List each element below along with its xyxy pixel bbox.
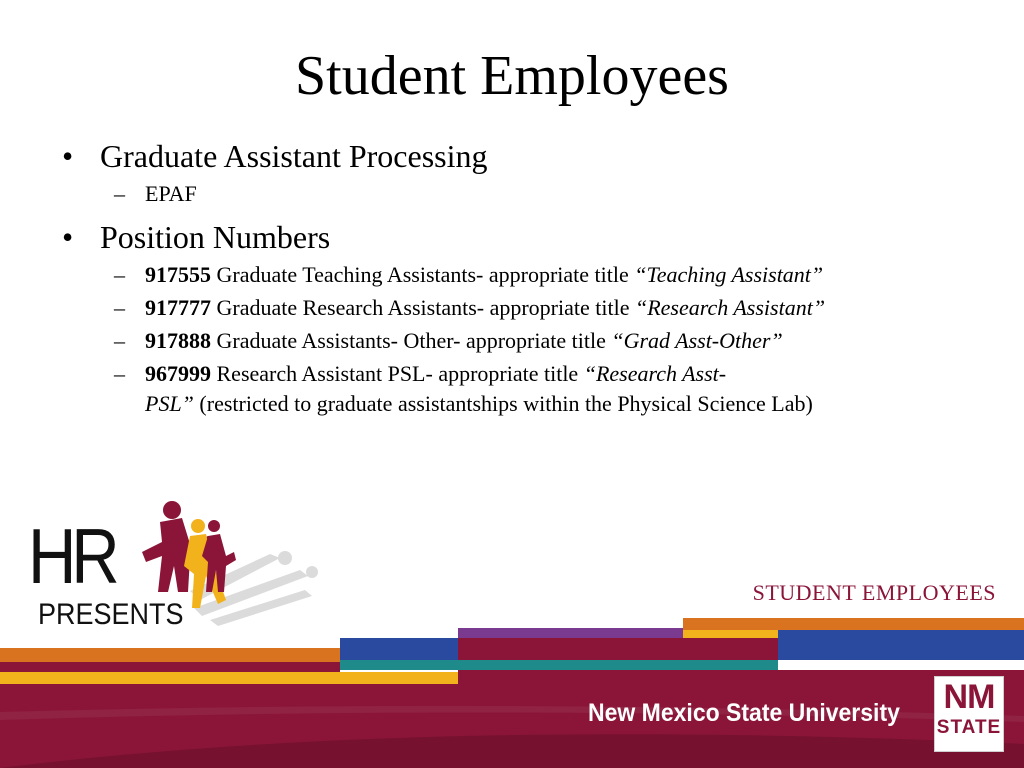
position-title-part-2: PSL” bbox=[145, 391, 194, 416]
sub-bullet-917888 bbox=[58, 326, 988, 356]
position-number: 917888 bbox=[145, 328, 211, 353]
sub-bullet-917777 bbox=[58, 293, 988, 323]
slide-content bbox=[58, 136, 988, 419]
position-title: “Teaching Assistant” bbox=[634, 262, 824, 287]
sub-bullet-917555 bbox=[58, 260, 988, 290]
position-title-part-1: “Research Asst- bbox=[583, 361, 727, 386]
slide-title: Student Employees bbox=[295, 45, 729, 107]
nmsu-logo-state: STATE bbox=[936, 717, 1002, 738]
position-description: Graduate Research Assistants- appropriate title bbox=[211, 295, 635, 320]
position-description: Research Assistant PSL- appropriate title bbox=[211, 361, 584, 386]
bullet-position-numbers: • Position Numbers bbox=[58, 217, 988, 257]
position-number: 967999 bbox=[145, 361, 211, 386]
position-title: “Grad Asst-Other” bbox=[611, 328, 783, 353]
nmsu-logo-nm: NM bbox=[943, 678, 995, 716]
position-title: “Research Assistant” bbox=[634, 295, 826, 320]
position-number: 917777 bbox=[145, 295, 211, 320]
bullet-graduate-assistant-processing: • Graduate Assistant Processing bbox=[58, 136, 988, 176]
position-number: 917555 bbox=[145, 262, 211, 287]
people-figures-icon bbox=[130, 496, 330, 626]
sub-bullet-967999 bbox=[58, 359, 988, 419]
university-name: New Mexico State University bbox=[588, 699, 900, 727]
position-description: Graduate Assistants- Other- appropriate title bbox=[211, 328, 612, 353]
hr-logo-subtext: PRESENTS bbox=[38, 598, 184, 631]
position-description: Graduate Teaching Assistants- appropriate title bbox=[211, 262, 635, 287]
footer-section-label: STUDENT EMPLOYEES bbox=[752, 580, 996, 605]
sub-bullet-epaf: – EPAF bbox=[58, 179, 988, 209]
hr-logo-text: HR bbox=[28, 512, 115, 600]
sub-bullet-line-2 bbox=[145, 389, 988, 419]
sub-bullet-line-1 bbox=[145, 359, 988, 389]
nmsu-logo bbox=[934, 676, 1004, 752]
position-note: (restricted to graduate assistantships within the Physical Science Lab) bbox=[193, 391, 813, 416]
footer-color-band bbox=[0, 612, 1024, 768]
